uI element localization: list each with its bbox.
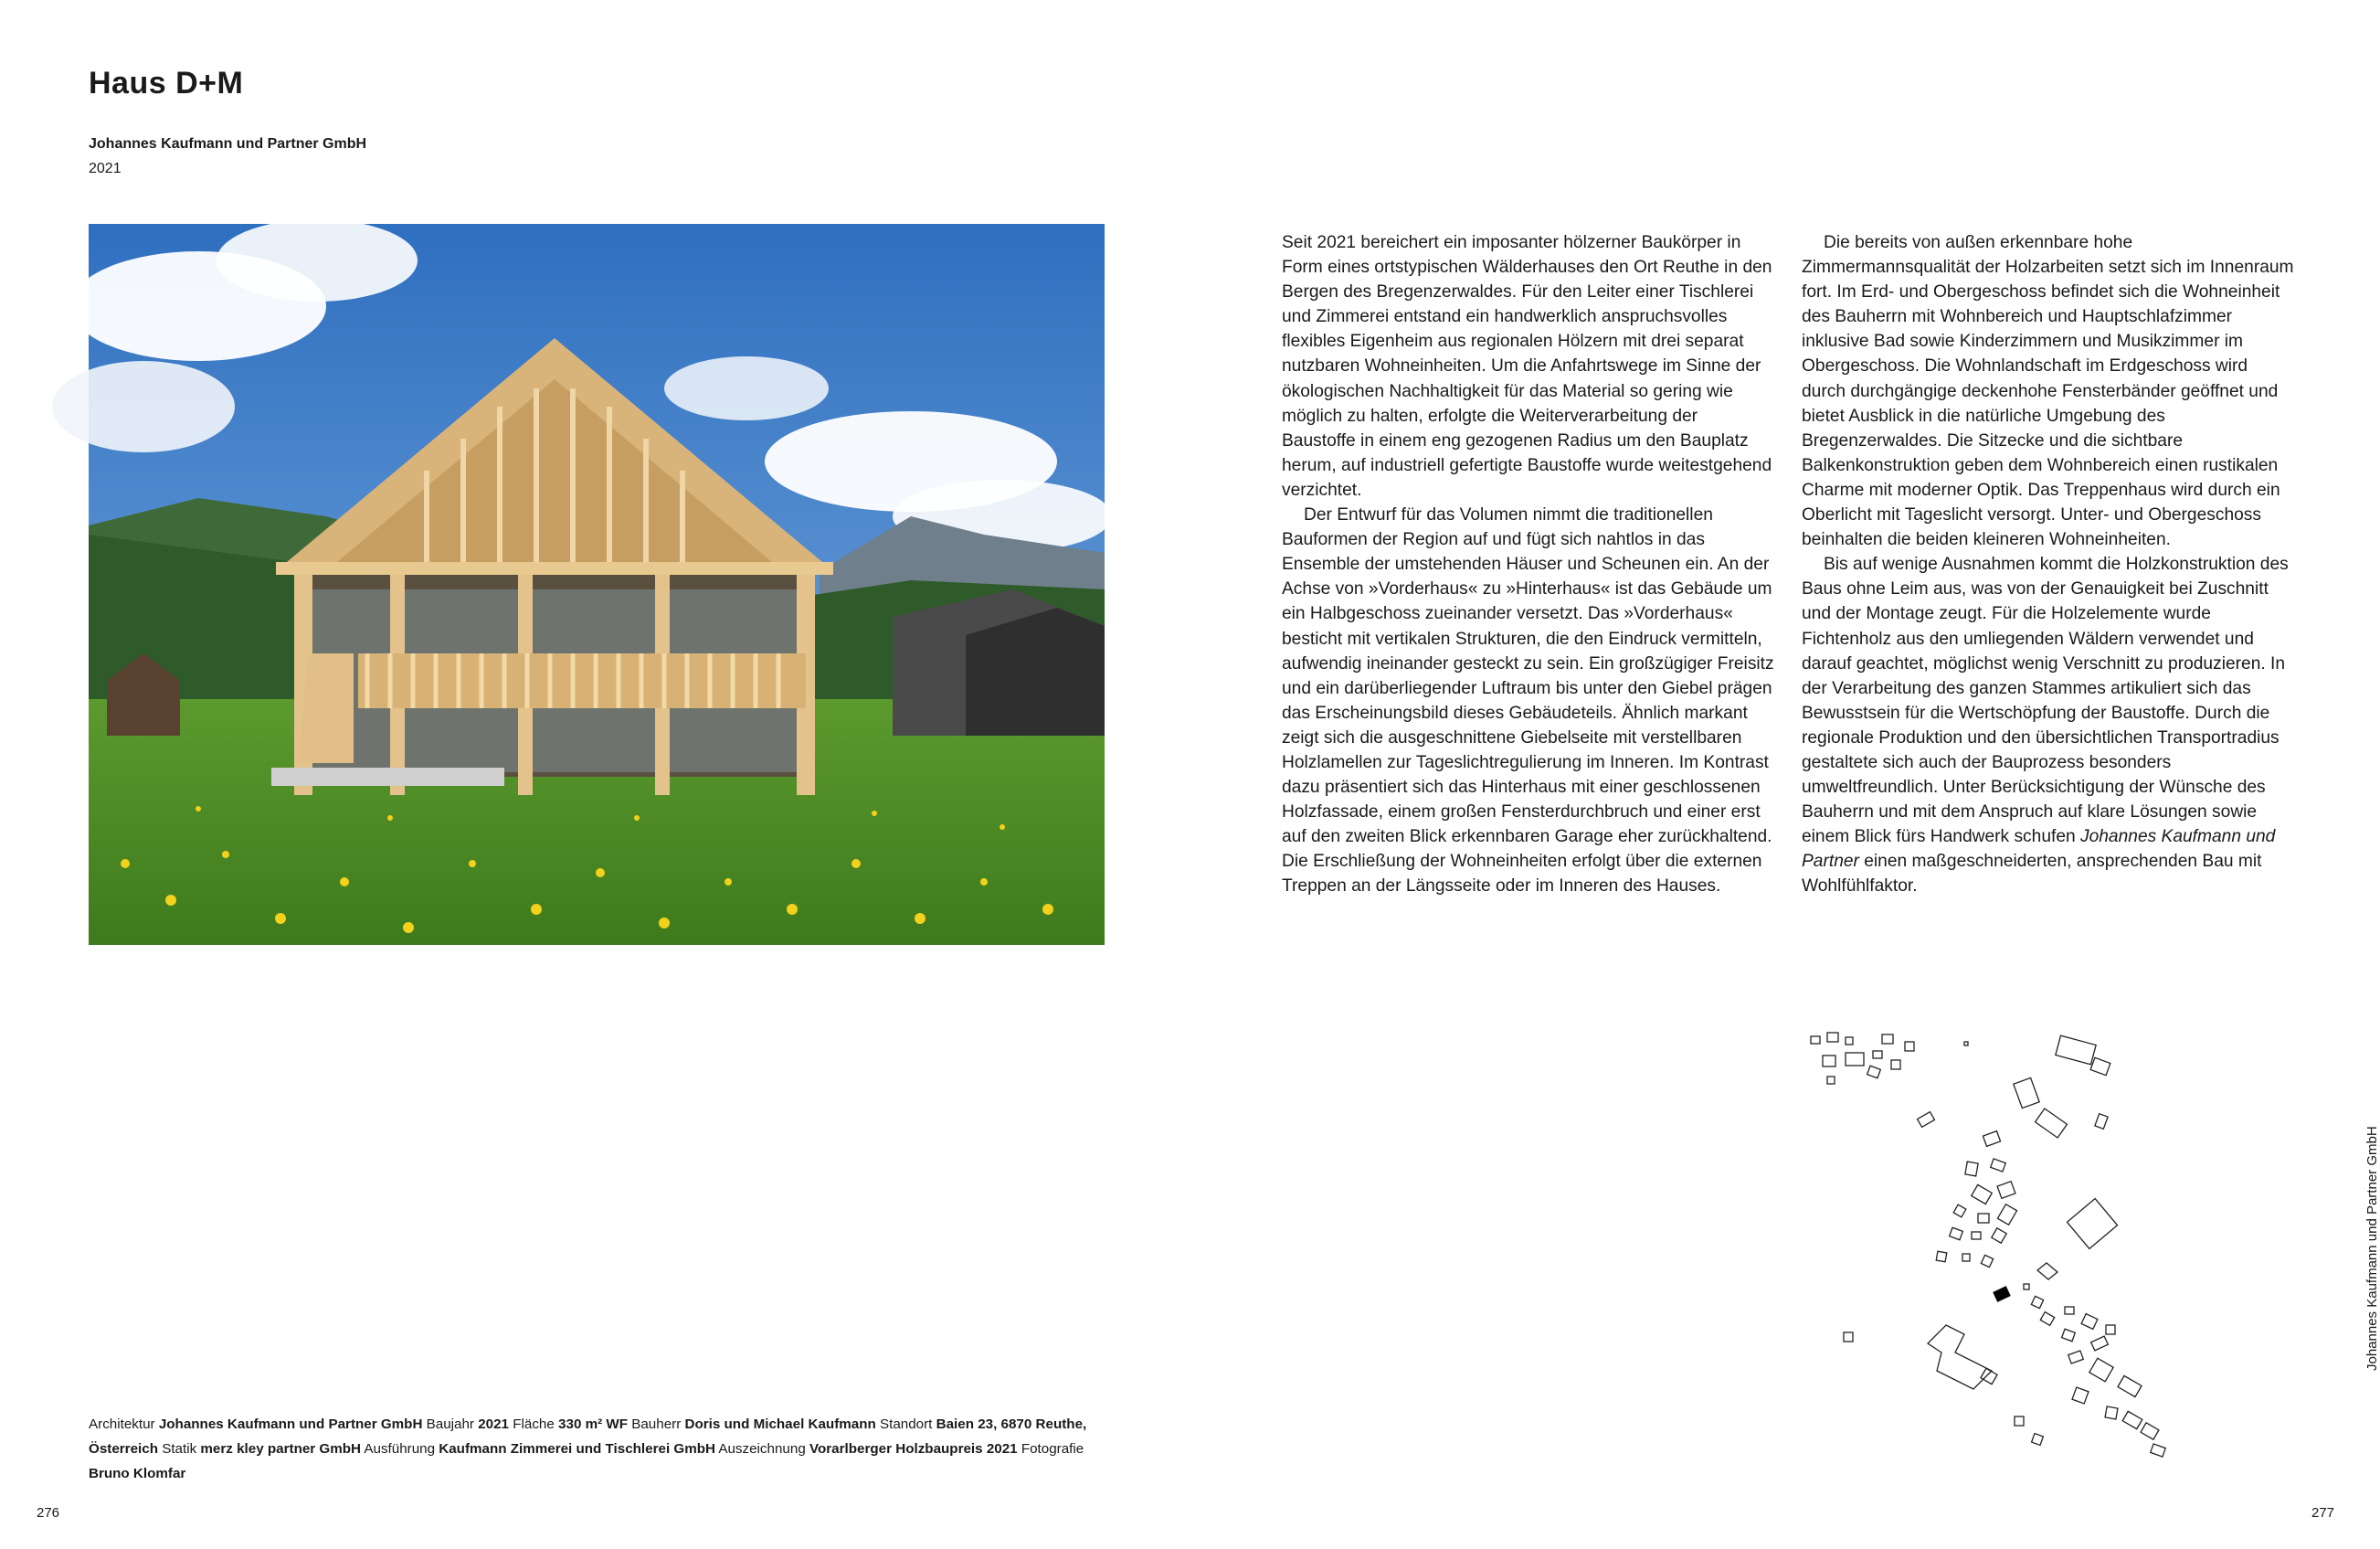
credit-value: Johannes Kaufmann und Partner GmbH: [158, 1416, 423, 1432]
project-credits: [89, 1412, 1112, 1486]
paragraph-text: Bis auf wenige Ausnahmen kommt die Holzkonstruktion des Baus ohne Leim aus, was von der Genauigkeit bei Zuschnitt und der Montage zeugt. Für die Holzelemente wurde Fichtenholz aus den umliegenden Wäldern verwendet und darauf geachtet, möglichst wenig Verschnitt zu produzieren. In der Verarbeitung des ganzen Stammes artikuliert sich das Bewusstsein für die Wertschöpfung der Baustoffe. Durch die regionale Produktion und den übersichtlichen Transportradius gestaltete sich auch der Bauprozess besonders umweltfreundlich. Unter Berücksichtigung der Wünsche des Bauherrn und mit dem Anspruch auf klare Lösungen sowie einem Blick fürs Handwerk schufen: [1802, 555, 2289, 847]
page-title: Haus D+M: [89, 66, 244, 101]
architect-name: Johannes Kaufmann und Partner GmbH: [89, 136, 367, 152]
credit-label: Auszeichnung: [714, 1441, 809, 1457]
credit-label: Standort: [875, 1416, 936, 1432]
text-column-1: [1282, 230, 1775, 899]
text-column-2: [1802, 230, 2295, 899]
credit-value: Vorarlberger Holzbaupreis 2021: [809, 1441, 1018, 1457]
paragraph: Der Entwurf für das Volumen nimmt die traditionellen Bauformen der Region auf und fügt sich nahtlos in das Ensemble der umstehenden Häuser und Scheunen ein. An der Achse von »Vorderhaus« zu »Hinterhaus« ist das Gebäude um ein Halbgeschoss zueinander versetzt. Das »Vorderhaus« besticht mit vertikalen Strukturen, die den Eindruck vermitteln, aufwendig ineinander gesteckt zu sein. Ein großzügiger Freisitz und ein darüberliegender Luftraum bis unter den Giebel prägen das Erscheinungsbild dieses Gebäudeteils. Ähnlich markant zeigt sich die ausgeschnittene Giebelseite mit verstellbaren Holzlamellen zur Tageslichtregulierung im Inneren. Im Kontrast dazu präsentiert sich das Hinterhaus mit einer geschlossenen Holzfassade, einem großen Fensterdurchbruch und einer erst auf den zweiten Blick erkennbaren Garage eher zurückhaltend. Die Erschließung der Wohneinheiten erfolgt über die externen Treppen an der Längsseite oder im Inneren des Hauses.: [1282, 505, 1774, 897]
house-photo: [89, 224, 1105, 945]
page-number-left: 276: [37, 1505, 60, 1521]
credit-value: merz kley partner GmbH: [200, 1441, 361, 1457]
page-number-right: 277: [2311, 1505, 2335, 1521]
site-plan: [1791, 1024, 2311, 1480]
vertical-running-head: Johannes Kaufmann und Partner GmbH: [2364, 1126, 2380, 1371]
credit-value: Baien 23, 6870 Reuthe, Österreich: [89, 1416, 1087, 1457]
credit-label: Fotografie: [1017, 1441, 1084, 1457]
paragraph: Die bereits von außen erkennbare hohe Zimmermannsqualität der Holzarbeiten setzt sich im Innenraum fort. Im Erd- und Obergeschoss befindet sich die Wohneinheit des Bauherrn mit Wohnbereich und Hauptschlafzimmer inklusive Bad sowie Kinderzimmern und Musikzimmer im Obergeschoss. Die Wohnlandschaft im Erdgeschoss wird durch durchgängige deckenhohe Fensterbänder geöffnet und bietet Ausblick in die natürliche Umgebung des Bregenzerwaldes. Die Sitzecke und die sichtbare Balkenkonstruktion geben dem Wohnbereich einen rustikalen Charme mit moderner Optik. Das Treppenhaus wird durch ein Oberlicht mit Tageslicht versorgt. Unter- und Obergeschoss beinhalten die beiden kleineren Wohneinheiten.: [1802, 233, 2294, 550]
credit-label: Fläche: [509, 1416, 559, 1432]
credit-label: Ausführung: [360, 1441, 439, 1457]
credit-label: Bauherr: [628, 1416, 685, 1432]
paragraph-text: einen maßgeschneiderten, ansprechenden Bau mit Wohlfühlfaktor.: [1802, 852, 2262, 897]
credit-value: Doris und Michael Kaufmann: [684, 1416, 876, 1432]
credit-value: Bruno Klomfar: [89, 1466, 186, 1481]
architect-emphasis: Johannes Kaufmann und Partner: [1802, 827, 2276, 872]
credit-value: 2021: [478, 1416, 510, 1432]
credit-value: Kaufmann Zimmerei und Tischlerei GmbH: [439, 1441, 715, 1457]
project-year: 2021: [89, 161, 122, 176]
credit-label: Baujahr: [422, 1416, 479, 1432]
paragraph: [1802, 552, 2295, 898]
paragraph: Seit 2021 bereichert ein imposanter hölzerner Baukörper in Form eines ortstypischen Wälderhauses den Ort Reuthe in den Bergen des Bregenzerwaldes. Für den Leiter einer Tischlerei und Zimmerei entstand ein handwerklich anspruchsvolles flexibles Eigenheim aus regionalen Hölzern mit drei separat nutzbaren Wohneinheiten. Um die Anfahrtswege im Sinne der ökologischen Nachhaltigkeit für das Material so gering wie möglich zu halten, erfolgte die Weiterverarbeitung der Baustoffe in einem eng gezogenen Radius um den Bauplatz herum, auf industriell gefertigte Baustoffe wurde weitestgehend verzichtet.: [1282, 233, 1772, 500]
credit-label: Architektur: [89, 1416, 159, 1432]
credit-value: 330 m² WF: [558, 1416, 628, 1432]
credit-label: Statik: [157, 1441, 201, 1457]
